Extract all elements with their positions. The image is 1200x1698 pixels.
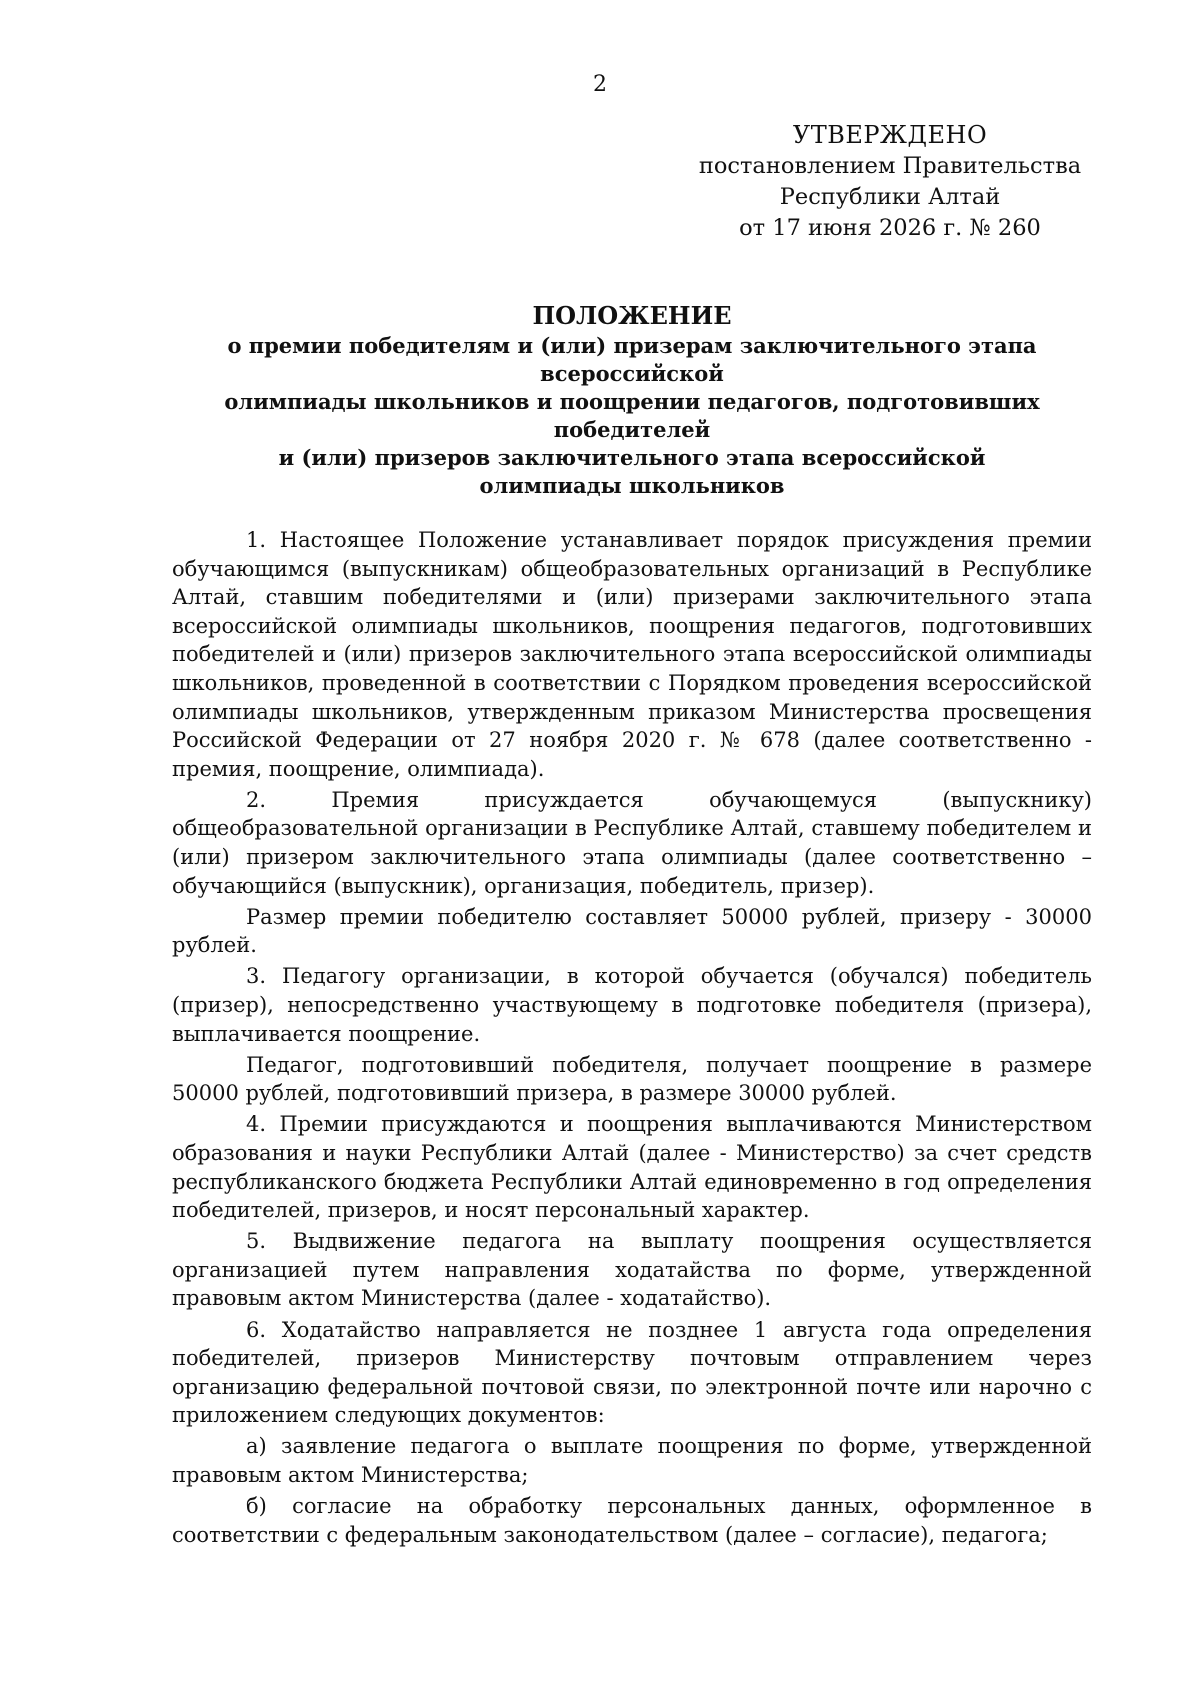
paragraph: 1. Настоящее Положение устанавливает порядок присуждения премии обучающимся (выпускникам) общеобразовательных организаций в Республике Алтай, ставшим победителями и (или) призерами заключительного этапа всероссийской олимпиады школьников, поощрения педагогов, подготовивших победителей и (или) призеров заключительного этапа всероссийской олимпиады школьников, проведенной в соответствии с Порядком проведения всероссийской олимпиады школьников, утвержденным приказом Министерства просвещения Российской Федерации от 27 ноября 2020 г. № 678 (далее соответственно - премия, поощрение, олимпиада). bbox=[172, 528, 1092, 781]
paragraph: Педагог, подготовивший победителя, получает поощрение в размере 50000 рублей, подготовивший призера, в размере 30000 рублей. bbox=[172, 1052, 1092, 1106]
title-line-4: олимпиады школьников bbox=[479, 473, 785, 498]
document-heading: ПОЛОЖЕНИЕ bbox=[532, 301, 732, 330]
paragraph: 3. Педагогу организации, в которой обучается (обучался) победитель (призер), непосредственно участвующему в подготовке победителя (призера), выплачивается поощрение. bbox=[172, 964, 1092, 1046]
paragraph: 5. Выдвижение педагога на выплату поощрения осуществляется организацией путем направления ходатайства по форме, утвержденной правовым актом Министерства (далее - ходатайство). bbox=[172, 1229, 1092, 1311]
title-line-1: о премии победителям и (или) призерам заключительного этапа всероссийской bbox=[227, 333, 1037, 386]
paragraph: 4. Премии присуждаются и поощрения выплачиваются Министерством образования и науки Республики Алтай (далее - Министерство) за счет средств республиканского бюджета Республики Алтай единовременно в год определения победителей, призеров, и носят персональный характер. bbox=[172, 1112, 1092, 1223]
paragraph: 6. Ходатайство направляется не позднее 1 августа года определения победителей, призеров Министерству почтовым отправлением через организацию федеральной почтовой связи, по электронной почте или нарочно с приложением следующих документов: bbox=[172, 1317, 1092, 1428]
paragraph: 2. Премия присуждается обучающемуся (выпускнику) общеобразовательной организации в Республике Алтай, ставшему победителем и (или) призером заключительного этапа олимпиады (далее соответственно – обучающийся (выпускник), организация, победитель, призер). bbox=[172, 787, 1092, 898]
approval-line-2: Республики Алтай bbox=[779, 184, 1001, 210]
title-line-3: и (или) призеров заключительного этапа всероссийской bbox=[278, 445, 986, 470]
approval-stamp bbox=[690, 120, 1090, 244]
paragraph: а) заявление педагога о выплате поощрения по форме, утвержденной правовым актом Министерства; bbox=[172, 1434, 1092, 1487]
document-body bbox=[172, 526, 1092, 1552]
approval-line-3: от 17 июня 2026 г. № 260 bbox=[739, 215, 1041, 241]
approval-title: УТВЕРЖДЕНО bbox=[792, 121, 988, 149]
document-title bbox=[172, 300, 1092, 500]
paragraph: Размер премии победителю составляет 50000 рублей, призеру - 30000 рублей. bbox=[172, 904, 1092, 958]
title-line-2: олимпиады школьников и поощрении педагогов, подготовивших победителей bbox=[224, 389, 1040, 442]
paragraph: б) согласие на обработку персональных данных, оформленное в соответствии с федеральным законодательством (далее – согласие), педагога; bbox=[172, 1494, 1092, 1547]
page-number: 2 bbox=[593, 72, 607, 97]
approval-line-1: постановлением Правительства bbox=[698, 153, 1082, 179]
